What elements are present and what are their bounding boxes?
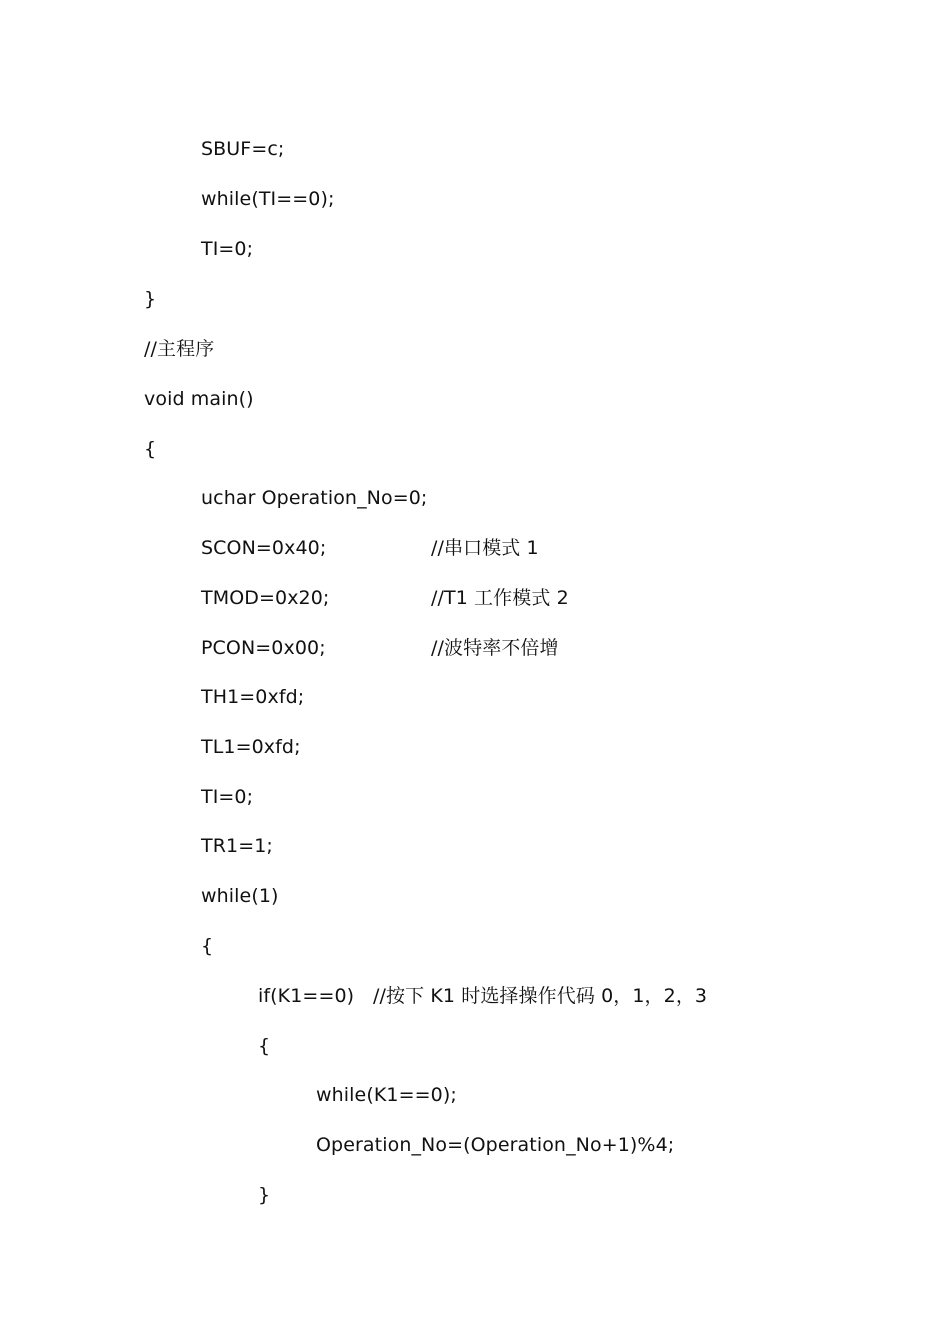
code-line xyxy=(0,682,305,712)
code-text: uchar Operation_No=0; xyxy=(201,487,428,509)
code-line xyxy=(0,1080,457,1110)
code-text: Operation_No=(Operation_No+1)%4; xyxy=(316,1134,675,1156)
code-text: TL1=0xfd; xyxy=(201,736,301,758)
code-line xyxy=(0,1180,271,1210)
opening-brace: { xyxy=(258,1035,271,1057)
code-line xyxy=(0,1130,675,1160)
code-comment: //波特率不倍增 xyxy=(431,637,559,659)
code-text: if(K1==0) xyxy=(258,985,355,1007)
code-line xyxy=(0,1031,271,1061)
code-line xyxy=(0,434,157,464)
code-line xyxy=(0,384,254,414)
code-line xyxy=(0,583,569,613)
code-line xyxy=(0,881,279,911)
code-line xyxy=(0,334,215,364)
function-signature: void main() xyxy=(144,388,254,410)
code-line xyxy=(0,931,214,961)
code-line xyxy=(0,732,301,762)
closing-brace: } xyxy=(258,1184,271,1206)
closing-brace: } xyxy=(144,288,157,310)
code-line xyxy=(0,134,285,164)
code-line xyxy=(0,782,254,812)
code-line xyxy=(0,633,559,663)
code-text: while(TI==0); xyxy=(201,188,335,210)
code-comment: //按下 K1 时选择操作代码 0，1，2，3 xyxy=(373,985,708,1007)
code-text: TH1=0xfd; xyxy=(201,686,305,708)
code-text: SCON=0x40; xyxy=(201,537,327,559)
code-text: while(1) xyxy=(201,885,279,907)
code-line xyxy=(0,981,708,1011)
code-comment: //T1 工作模式 2 xyxy=(431,587,569,609)
code-line xyxy=(0,533,539,563)
opening-brace: { xyxy=(144,438,157,460)
code-comment: //串口模式 1 xyxy=(431,537,539,559)
code-line xyxy=(0,284,157,314)
code-comment: //主程序 xyxy=(144,338,215,360)
code-text: TR1=1; xyxy=(201,835,273,857)
code-line xyxy=(0,184,335,214)
code-line xyxy=(0,234,254,264)
code-text: while(K1==0); xyxy=(316,1084,457,1106)
code-line xyxy=(0,831,273,861)
code-text: TMOD=0x20; xyxy=(201,587,330,609)
code-text: TI=0; xyxy=(201,786,254,808)
code-text: TI=0; xyxy=(201,238,254,260)
code-text: SBUF=c; xyxy=(201,138,285,160)
opening-brace: { xyxy=(201,935,214,957)
code-text: PCON=0x00; xyxy=(201,637,326,659)
code-line xyxy=(0,483,428,513)
